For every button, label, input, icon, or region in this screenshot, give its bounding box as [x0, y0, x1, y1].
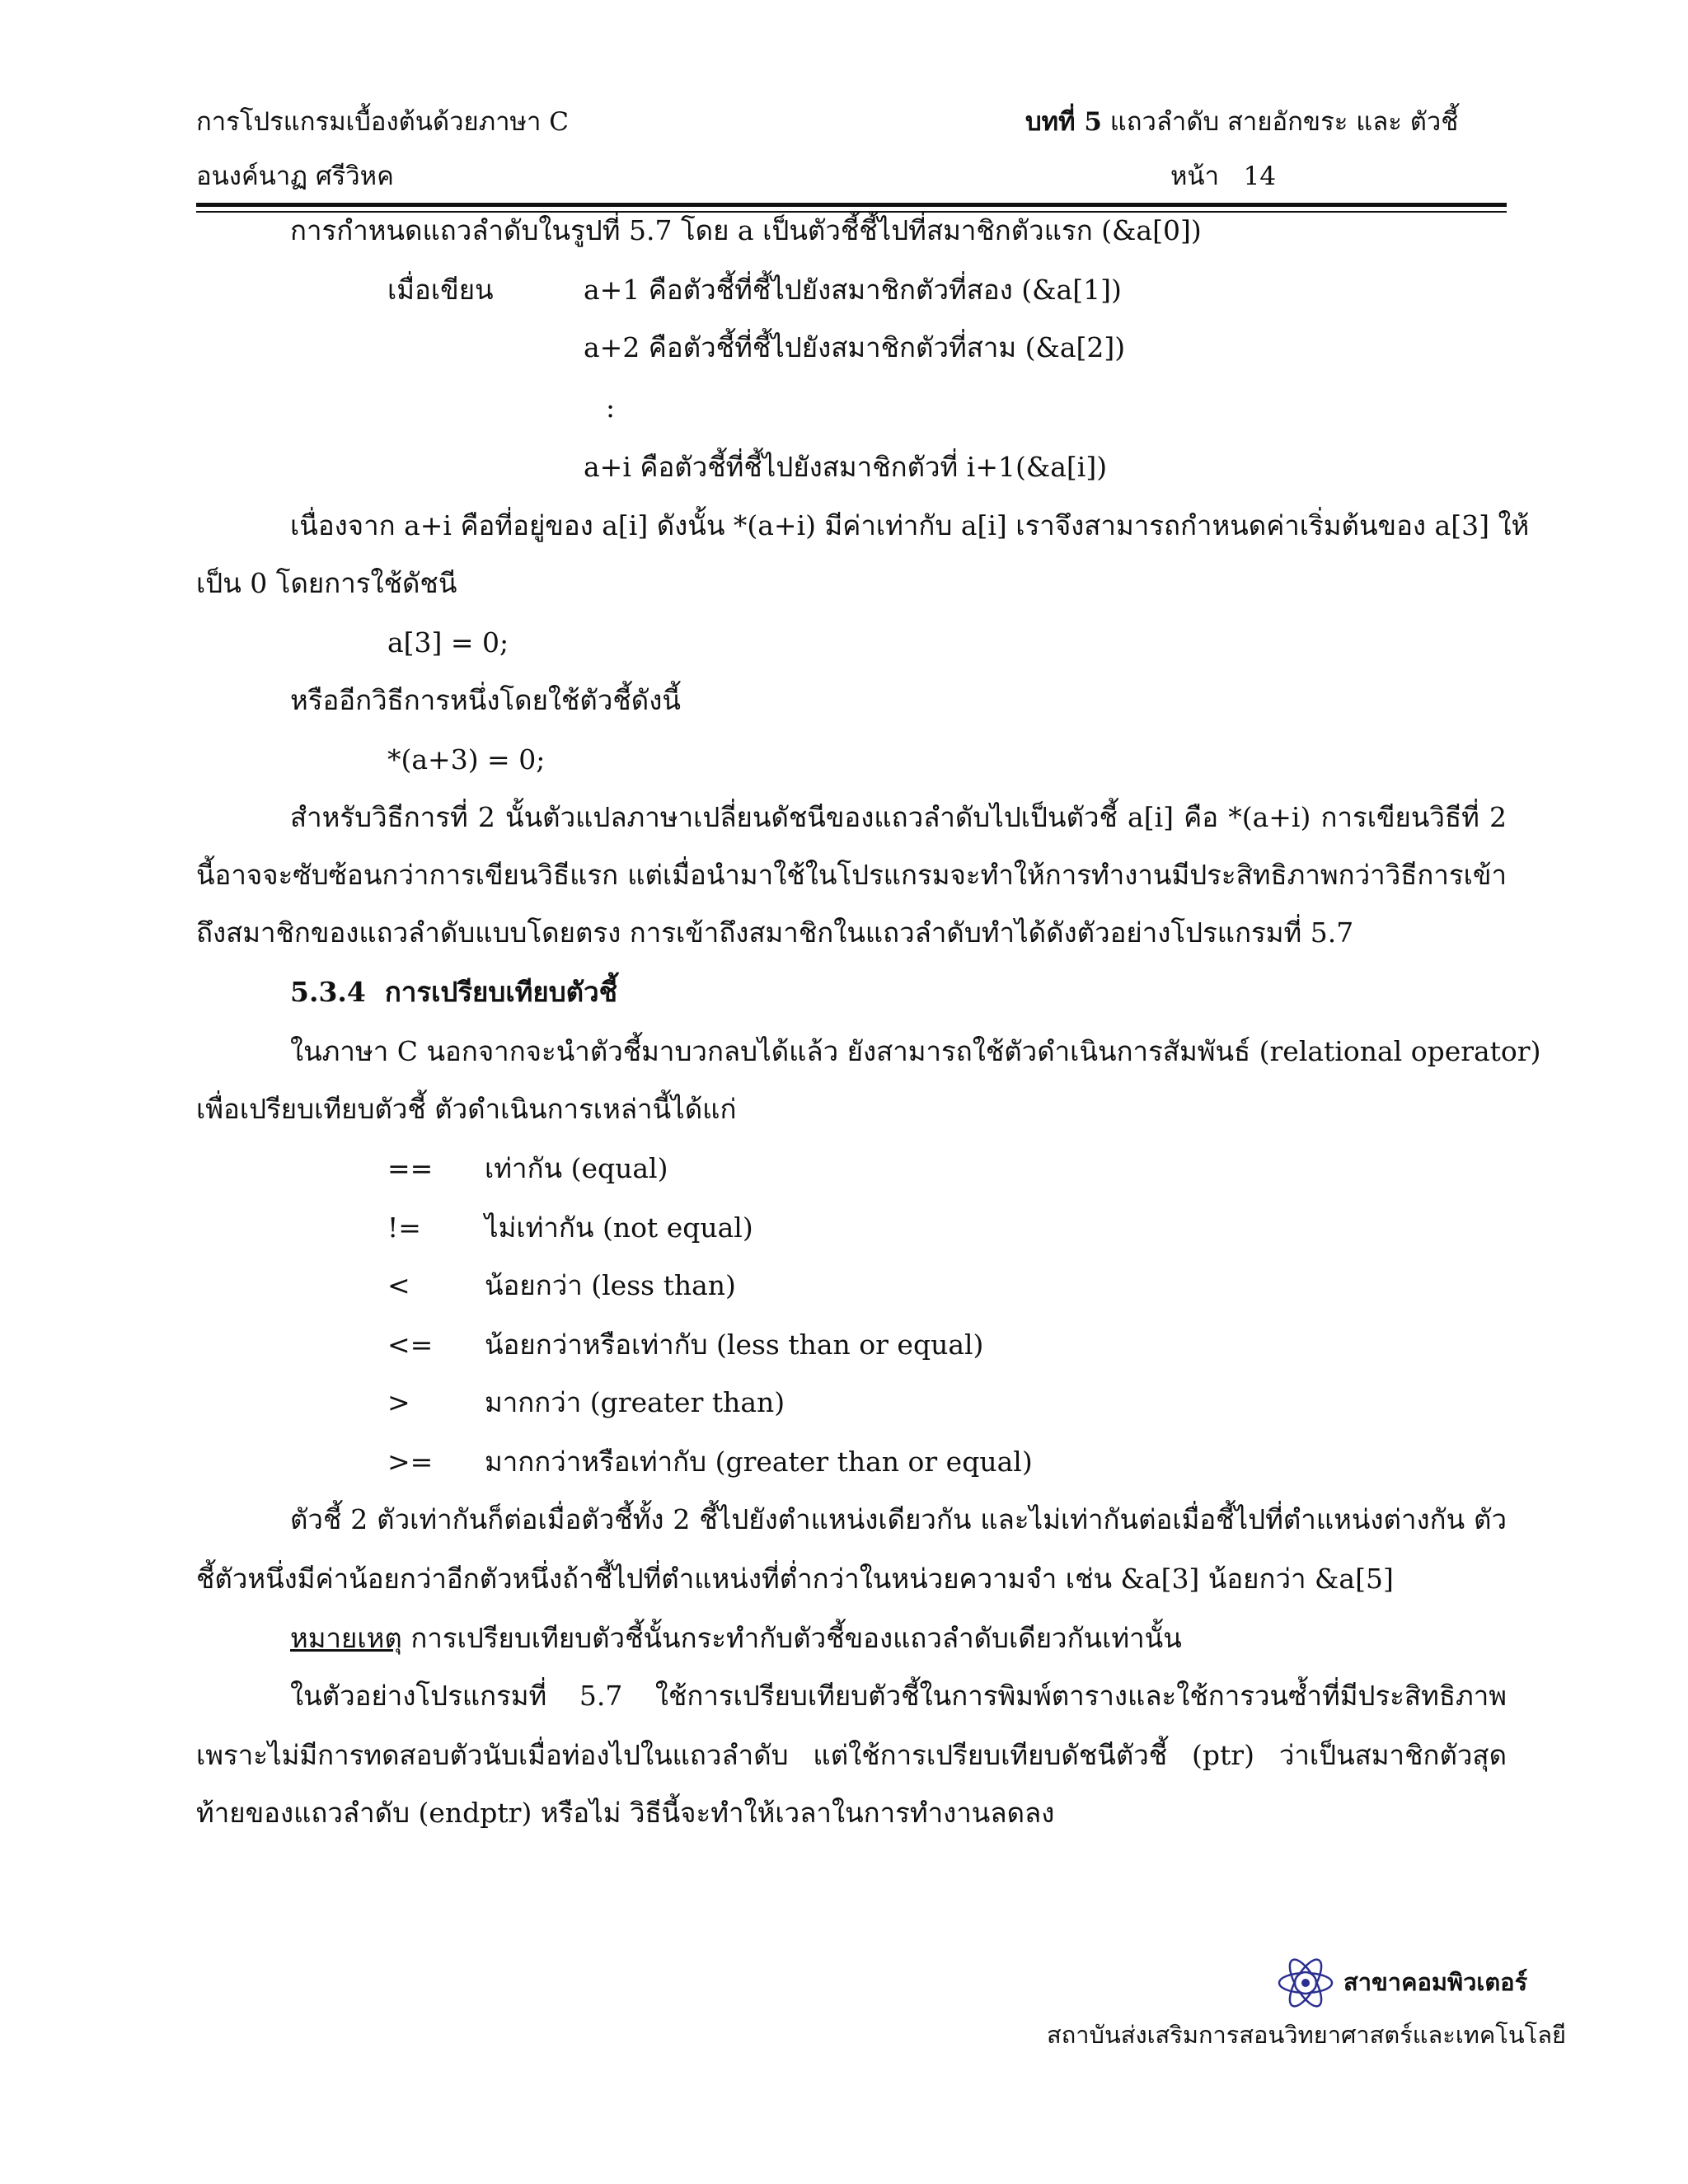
- page-number: [1170, 160, 1276, 193]
- list-label: เมื่อเขียน: [387, 274, 494, 306]
- paragraph-line: ตัวชี้ 2 ตัวเท่ากันก็ต่อเมื่อตัวชี้ทั้ง 2 ชี้ไปยังตำแหน่งเดียวกัน และไม่เท่ากันต่อเมื่อชี้ไปที่ตำแหน่งต่างกัน ตัว: [290, 1503, 1507, 1535]
- header-rule-thick: [196, 203, 1507, 207]
- list-item: a+i คือตัวชี้ที่ชี้ไปยังสมาชิกตัวที่ i+1(&a[i]): [584, 451, 1108, 483]
- operator-symbol: >: [387, 1386, 410, 1418]
- note-label: หมายเหตุ: [290, 1622, 402, 1654]
- paragraph-line: ชี้ตัวหนึ่งมีค่าน้อยกว่าอีกตัวหนึ่งถ้าชี้ไปที่ตำแหน่งที่ต่ำกว่าในหน่วยความจำ เช่น &a[3] น้อยกว่า &a[5]: [196, 1563, 1394, 1595]
- paragraph-line: นี้อาจจะซับซ้อนกว่าการเขียนวิธีแรก แต่เมื่อนำมาใช้ในโปรแกรมจะทำให้การทำงานมีประสิทธิภาพกว่าวิธีการเข้า: [196, 859, 1507, 891]
- note-line: [290, 1620, 1182, 1657]
- paragraph-line: สำหรับวิธีการที่ 2 นั้นตัวแปลภาษาเปลี่ยนดัชนีของแถวลำดับไปเป็นตัวชี้ a[i] คือ *(a+i) การเขียนวิธีที่ 2: [290, 801, 1507, 833]
- paragraph-line: ในตัวอย่างโปรแกรมที่ 5.7 ใช้การเปรียบเทียบตัวชี้ในการพิมพ์ตารางและใช้การวนซ้ำที่มีประสิทธิภาพ: [290, 1680, 1507, 1712]
- section-number: 5.3.4: [290, 976, 366, 1008]
- paragraph-line: ในภาษา C นอกจากจะนำตัวชี้มาบวกลบได้แล้ว ยังสามารถใช้ตัวดำเนินการสัมพันธ์ (relational operator): [290, 1035, 1541, 1067]
- paragraph-line: เพราะไม่มีการทดสอบตัวนับเมื่อท่องไปในแถวลำดับ แต่ใช้การเปรียบเทียบดัชนีตัวชี้ (ptr) ว่าเป็นสมาชิกตัวสุด: [196, 1739, 1507, 1771]
- chapter-heading: [1025, 105, 1458, 138]
- paragraph-line: ถึงสมาชิกของแถวลำดับแบบโดยตรง การเข้าถึงสมาชิกในแถวลำดับทำได้ดังตัวอย่างโปรแกรมที่ 5.7: [196, 916, 1354, 949]
- operator-description: ไม่เท่ากัน (not equal): [485, 1212, 753, 1244]
- operator-symbol: ==: [387, 1152, 434, 1184]
- book-title: การโปรแกรมเบื้องต้นด้วยภาษา C: [196, 107, 569, 137]
- page-label: หน้า: [1170, 162, 1220, 191]
- chapter-label: บทที่ 5: [1025, 107, 1102, 137]
- page-number-value: 14: [1243, 162, 1277, 191]
- operator-symbol: <: [387, 1269, 410, 1301]
- operator-symbol: !=: [387, 1212, 421, 1244]
- list-item: a+1 คือตัวชี้ที่ชี้ไปยังสมาชิกตัวที่สอง (&a[1]): [584, 274, 1122, 306]
- chapter-title: แถวลำดับ สายอักขระ และ ตัวชี้: [1109, 107, 1459, 137]
- footer-institute: สถาบันส่งเสริมการสอนวิทยาศาสตร์และเทคโนโลยี: [1047, 2021, 1566, 2049]
- operator-description: มากกว่า (greater than): [485, 1386, 785, 1418]
- operator-description: น้อยกว่า (less than): [485, 1269, 736, 1301]
- author-name: อนงค์นาฏ ศรีวิหค: [196, 162, 394, 191]
- section-heading: [290, 974, 617, 1010]
- operator-description: เท่ากัน (equal): [485, 1152, 668, 1184]
- code-line: a[3] = 0;: [387, 626, 509, 658]
- list-item: a+2 คือตัวชี้ที่ชี้ไปยังสมาชิกตัวที่สาม (&a[2]): [584, 331, 1126, 363]
- code-line: *(a+3) = 0;: [387, 743, 546, 776]
- list-ellipsis: :: [606, 391, 616, 424]
- operator-description: น้อยกว่าหรือเท่ากับ (less than or equal): [485, 1329, 984, 1361]
- operator-symbol: >=: [387, 1446, 434, 1478]
- operator-symbol: <=: [387, 1329, 434, 1361]
- paragraph-line: เนื่องจาก a+i คือที่อยู่ของ a[i] ดังนั้น *(a+i) มีค่าเท่ากับ a[i] เราจึงสามารถกำหนดค่าเริ่มต้นของ a[3] ให้: [290, 509, 1530, 541]
- paragraph-line: เพื่อเปรียบเทียบตัวชี้ ตัวดำเนินการเหล่านี้ได้แก่: [196, 1093, 737, 1125]
- footer-department: สาขาคอมพิวเตอร์: [1343, 1968, 1528, 1996]
- note-text: การเปรียบเทียบตัวชี้นั้นกระทำกับตัวชี้ของแถวลำดับเดียวกันเท่านั้น: [401, 1622, 1182, 1654]
- paragraph-line: หรืออีกวิธีการหนึ่งโดยใช้ตัวชี้ดังนี้: [290, 684, 681, 716]
- paragraph-line: เป็น 0 โดยการใช้ดัชนี: [196, 567, 457, 599]
- operator-description: มากกว่าหรือเท่ากับ (greater than or equal): [485, 1446, 1033, 1478]
- paragraph-line: การกำหนดแถวลำดับในรูปที่ 5.7 โดย a เป็นตัวชี้ชี้ไปที่สมาชิกตัวแรก (&a[0]): [290, 214, 1202, 246]
- ipst-atom-logo-icon: [1276, 1953, 1335, 2013]
- section-title: การเปรียบเทียบตัวชี้: [384, 976, 618, 1008]
- paragraph-line: ท้ายของแถวลำดับ (endptr) หรือไม่ วิธีนี้จะทำให้เวลาในการทำงานลดลง: [196, 1797, 1055, 1829]
